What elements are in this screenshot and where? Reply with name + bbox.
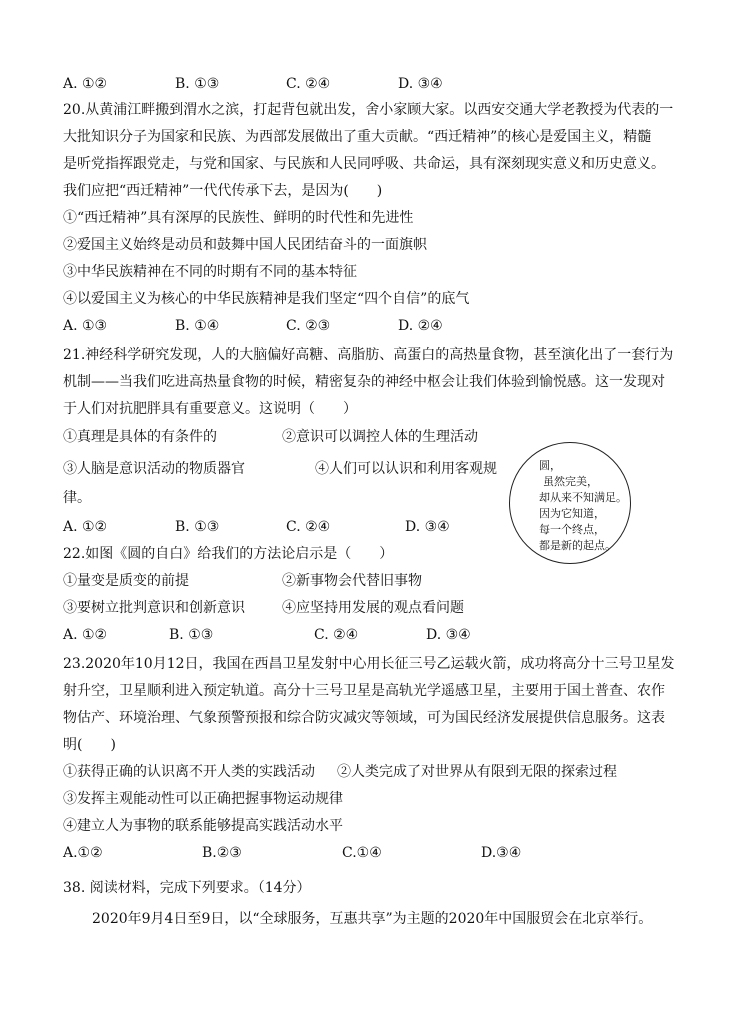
q21-stem-line: 机制——当我们吃进高热量食物的时候，精密复杂的神经中枢会让我们体验到愉悦感。这一发现对 [63, 374, 665, 390]
q20-option-d: D. ②④ [398, 318, 443, 334]
q20-stem-line: 是听党指挥跟党走，与党和国家、与民族和人民同呼吸、共命运，具有深刻现实意义和历史意义。 [63, 156, 665, 172]
q21-statement-4-cont: 律。 [63, 490, 91, 506]
q23-statement-3: ③发挥主观能动性可以正确把握事物运动规律 [63, 791, 343, 807]
q20-stem-line: 20.从黄浦江畔搬到渭水之滨，打起背包就出发，舍小家顾大家。以西安交通大学老教授为代表的一 [63, 102, 674, 118]
q20-statement-4: ④以爱国主义为核心的中华民族精神是我们坚定“四个自信”的底气 [63, 291, 470, 307]
q19-option-a: A. ①② [63, 76, 108, 92]
q21-option-a: A. ①② [63, 519, 108, 535]
q23-option-c: C.①④ [342, 845, 382, 861]
q20-statement-1: ①“西迁精神”具有深厚的民族性、鲜明的时代性和先进性 [63, 210, 414, 226]
q20-option-c: C. ②③ [286, 318, 331, 334]
q23-stem-line: 物估产、环境治理、气象预警预报和综合防灾减灾等领域，可为国民经济发展提供信息服务。这表 [63, 710, 665, 726]
circle-poem-line: 每一个终点， [539, 523, 605, 536]
q23-statement-1: ①获得正确的认识离不开人类的实践活动 [63, 764, 315, 780]
q38-heading: 38. 阅读材料，完成下列要求。（14分） [63, 880, 311, 896]
q22-option-d: D. ③④ [426, 627, 471, 643]
q23-stem-line: 射升空，卫星顺利进入预定轨道。高分十三号卫星是高轨光学遥感卫星，主要用于国土普查、农作 [63, 683, 665, 699]
q21-stem-line: 于人们对抗肥胖具有重要意义。这说明（ ） [63, 401, 357, 417]
q22-option-b: B. ①③ [169, 627, 214, 643]
q21-statement-1: ①真理是具体的有条件的 [63, 429, 217, 445]
q22-stem-line: 22.如图《圆的自白》给我们的方法论启示是（ ） [63, 546, 394, 562]
q21-statement-3: ③人脑是意识活动的物质器官 [63, 461, 245, 477]
q23-option-a: A.①② [63, 845, 103, 861]
q21-option-d: D. ③④ [405, 519, 450, 535]
q22-option-a: A. ①② [63, 627, 108, 643]
q22-statement-2: ②新事物会代替旧事物 [282, 573, 422, 589]
circle-poem-line: 虽然完美， [543, 475, 598, 488]
q20-stem-line: 大批知识分子为国家和民族、为西部发展做出了重大贡献。“西迁精神”的核心是爱国主义，精髓 [63, 129, 652, 145]
q23-statement-4: ④建立人为事物的联系能够提高实践活动水平 [63, 818, 343, 834]
q21-statement-2: ②意识可以调控人体的生理活动 [282, 429, 478, 445]
circle-poem-line: 圆， [539, 459, 561, 472]
q20-statement-3: ③中华民族精神在不同的时期有不同的基本特征 [63, 264, 357, 280]
q19-option-c: C. ②④ [286, 76, 331, 92]
q22-statement-3: ③要树立批判意识和创新意识 [63, 600, 245, 616]
q21-option-c: C. ②④ [286, 519, 331, 535]
q19-option-b: B. ①③ [175, 76, 220, 92]
circle-poem-line: 却从来不知满足。 [539, 491, 627, 504]
q23-stem-line: 23.2020年10月12日，我国在西昌卫星发射中心用长征三号乙运载火箭，成功将高分十三号卫星发 [63, 656, 675, 672]
q23-stem-line: 明( ) [63, 737, 116, 753]
q23-option-d: D.③④ [481, 845, 522, 861]
q23-statement-2: ②人类完成了对世界从有限到无限的探索过程 [337, 764, 617, 780]
q20-option-a: A. ①③ [63, 318, 108, 334]
q22-statement-1: ①量变是质变的前提 [63, 573, 189, 589]
q22-statement-4: ④应坚持用发展的观点看问题 [282, 600, 464, 616]
q20-statement-2: ②爱国主义始终是动员和鼓舞中国人民团结奋斗的一面旗帜 [63, 237, 427, 253]
q23-option-b: B.②③ [202, 845, 242, 861]
circle-poem-line: 因为它知道， [539, 507, 605, 520]
q38-material-paragraph: 2020年9月4日至9日，以“全球服务，互惠共享”为主题的2020年中国服贸会在北京举行。 [92, 911, 653, 927]
q19-option-d: D. ③④ [398, 76, 443, 92]
q20-option-b: B. ①④ [175, 318, 220, 334]
q22-option-c: C. ②④ [314, 627, 359, 643]
q21-statement-4: ④人们可以认识和利用客观规 [315, 461, 497, 477]
circle-poem-line: 都是新的起点。 [539, 539, 616, 552]
circle-poem [539, 458, 627, 554]
q21-option-b: B. ①③ [175, 519, 220, 535]
q21-stem-line: 21.神经科学研究发现，人的大脑偏好高糖、高脂肪、高蛋白的高热量食物，甚至演化出了一套行为 [63, 347, 674, 363]
q20-stem-line: 我们应把“西迁精神”一代代传承下去，是因为( ) [63, 183, 383, 199]
